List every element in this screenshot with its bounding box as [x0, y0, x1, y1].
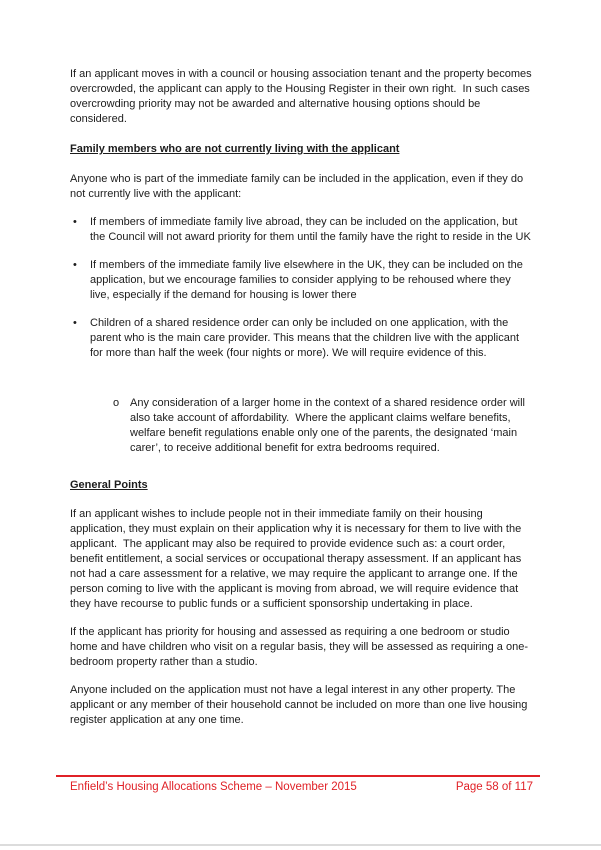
paragraph-one-bedroom: If the applicant has priority for housing and assessed as requiring a one bedroom or studio home and have children who visit on a regular basis, they will be assessed as requiring a one-bedroom property rather than a studio. — [70, 626, 528, 668]
bullet-marker: • — [73, 317, 77, 329]
bullet-marker: • — [73, 216, 77, 228]
bullet-marker: • — [73, 259, 77, 271]
page-footer — [70, 780, 533, 795]
bullet-list — [70, 215, 533, 361]
paragraph-overcrowding: If an applicant moves in with a council or housing association tenant and the property becomes overcrowded, the applicant can apply to the Housing Register in their own right. In such cases overcrowding priority may not be awarded and alternative housing options should be considered. — [70, 68, 535, 125]
paragraph-immediate-family: Anyone who is part of the immediate family can be included in the application, even if they do not currently live with the applicant: — [70, 173, 527, 200]
footer-page-number: Page 58 of 117 — [455, 781, 533, 793]
section-heading-general-points: General Points — [70, 479, 148, 491]
bullet-item-family-abroad — [70, 215, 533, 245]
footer-divider-line — [56, 775, 540, 777]
sub-bullet-item-affordability — [70, 396, 533, 456]
paragraph-legal-interest: Anyone included on the application must not have a legal interest in any other property. The applicant or any member of their household cannot be included on more than one live housing register application at any one time. — [70, 684, 531, 726]
bullet-text: If members of the immediate family live elsewhere in the UK, they can be included on the application, but we encourage families to consider applying to be rehoused where they live, especially if the demand for housing is lower there — [90, 259, 526, 301]
sub-bullet-marker: o — [113, 397, 120, 409]
page-bottom-edge — [0, 844, 601, 846]
bullet-text: If members of immediate family live abroad, they can be included on the application, but the Council will not award priority for them until the family have the right to reside in the UK — [90, 216, 531, 243]
bullet-item-family-elsewhere-uk — [70, 258, 533, 303]
footer-document-title: Enfield’s Housing Allocations Scheme – November 2015 — [70, 781, 357, 793]
paragraph-include-people: If an applicant wishes to include people not in their immediate family on their housing application, they must explain on their application why it is necessary for them to live with the applicant. The applicant may also be required to provide evidence such as: a court order, benefit entitlement, a social services or occupational therapy assessment. If an applicant has not had a care assessment for a relative, we may require the applicant to arrange one. If the person coming to live with the applicant is moving from abroad, we will require evidence that they have recourse to public funds or a sufficient sponsorship undertaking in place. — [70, 508, 525, 610]
sub-bullet-text: Any consideration of a larger home in the context of a shared residence order will also take account of affordability. Where the applicant claims welfare benefits, welfare benefit regulations enable only one of the parents, the designated ‘main carer’, to receive additional benefit for extra bedrooms required. — [130, 397, 529, 454]
section-heading-family-members: Family members who are not currently living with the applicant — [70, 143, 400, 155]
bullet-text: Children of a shared residence order can only be included on one application, with the parent who is the main care provider. This means that the children live with the applicant for more than half the week (four nights or more). We will require evidence of this. — [90, 317, 523, 359]
bullet-item-shared-residence-children — [70, 316, 533, 361]
general-points-section — [70, 507, 533, 728]
